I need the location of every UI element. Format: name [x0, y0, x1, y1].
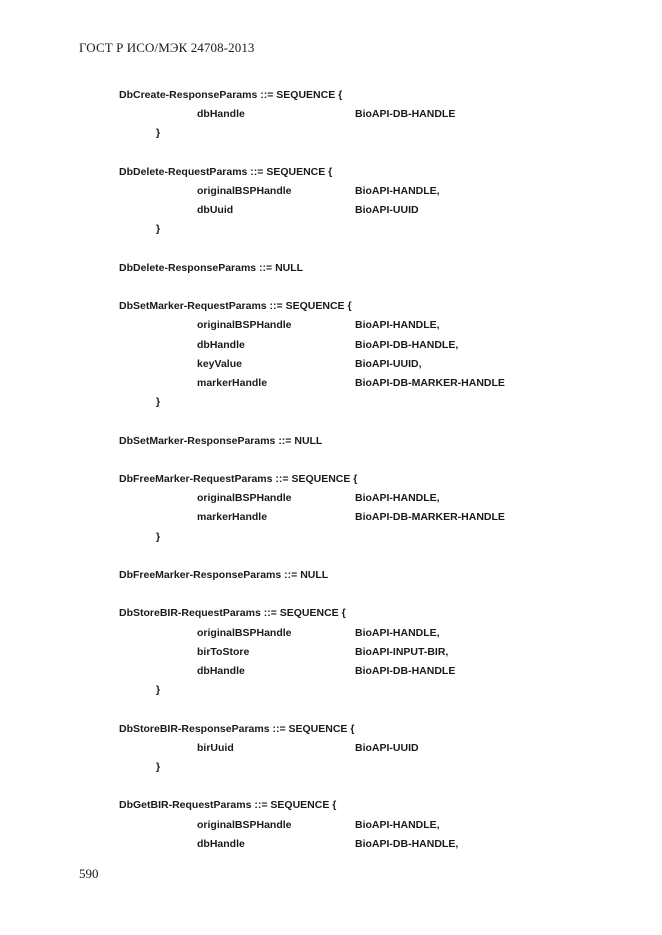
field-name: originalBSPHandle	[197, 818, 292, 831]
field-type: BioAPI-INPUT-BIR,	[355, 645, 449, 658]
field-type: BioAPI-DB-MARKER-HANDLE	[355, 377, 505, 389]
type-definition: DbDelete-RequestParams ::= SEQUENCE {	[119, 165, 333, 178]
page-number: 590	[79, 866, 99, 881]
closing-brace: }	[156, 396, 161, 409]
closing-brace: }	[156, 530, 161, 543]
field-type: BioAPI-HANDLE,	[355, 185, 440, 197]
field-name: originalBSPHandle	[197, 319, 292, 332]
type-definition: DbSetMarker-RequestParams ::= SEQUENCE {	[119, 300, 352, 313]
field-name: birToStore	[197, 645, 250, 658]
field-type: BioAPI-UUID,	[355, 357, 422, 370]
field-type: BioAPI-DB-HANDLE	[355, 108, 456, 121]
closing-brace: }	[156, 684, 161, 697]
field-type: BioAPI-DB-HANDLE	[355, 665, 456, 677]
field-type: BioAPI-HANDLE,	[355, 492, 440, 505]
field-name: markerHandle	[197, 511, 268, 524]
field-type: BioAPI-DB-HANDLE,	[355, 338, 459, 351]
closing-brace: }	[156, 761, 161, 773]
field-name: originalBSPHandle	[197, 492, 292, 505]
type-definition: DbSetMarker-ResponseParams ::= NULL	[119, 434, 323, 447]
type-definition: DbCreate-ResponseParams ::= SEQUENCE {	[119, 89, 343, 101]
field-type: BioAPI-UUID	[355, 741, 419, 754]
page-header: ГОСТ Р ИСО/МЭК 24708-2013	[79, 40, 255, 55]
field-type: BioAPI-DB-MARKER-HANDLE	[355, 511, 505, 524]
closing-brace: }	[156, 223, 161, 236]
closing-brace: }	[156, 127, 161, 140]
field-name: markerHandle	[197, 377, 268, 389]
type-definition: DbStoreBIR-RequestParams ::= SEQUENCE {	[119, 607, 346, 620]
type-definition: DbFreeMarker-RequestParams ::= SEQUENCE {	[119, 473, 358, 485]
field-name: dbHandle	[197, 665, 245, 677]
field-name: originalBSPHandle	[197, 626, 292, 639]
field-name: dbHandle	[197, 837, 245, 850]
field-name: dbUuid	[197, 204, 234, 217]
field-name: dbHandle	[197, 108, 245, 121]
type-definition: DbDelete-ResponseParams ::= NULL	[119, 261, 304, 274]
field-name: dbHandle	[197, 338, 245, 351]
field-name: keyValue	[197, 357, 242, 370]
field-type: BioAPI-UUID	[355, 204, 419, 217]
field-type: BioAPI-DB-HANDLE,	[355, 837, 459, 850]
field-name: birUuid	[197, 741, 234, 754]
type-definition: DbStoreBIR-ResponseParams ::= SEQUENCE {	[119, 722, 355, 735]
field-type: BioAPI-HANDLE,	[355, 818, 440, 831]
type-definition: DbGetBIR-RequestParams ::= SEQUENCE {	[119, 799, 337, 812]
field-type: BioAPI-HANDLE,	[355, 626, 440, 639]
field-name: originalBSPHandle	[197, 185, 292, 197]
field-type: BioAPI-HANDLE,	[355, 319, 440, 332]
type-definition: DbFreeMarker-ResponseParams ::= NULL	[119, 569, 329, 581]
